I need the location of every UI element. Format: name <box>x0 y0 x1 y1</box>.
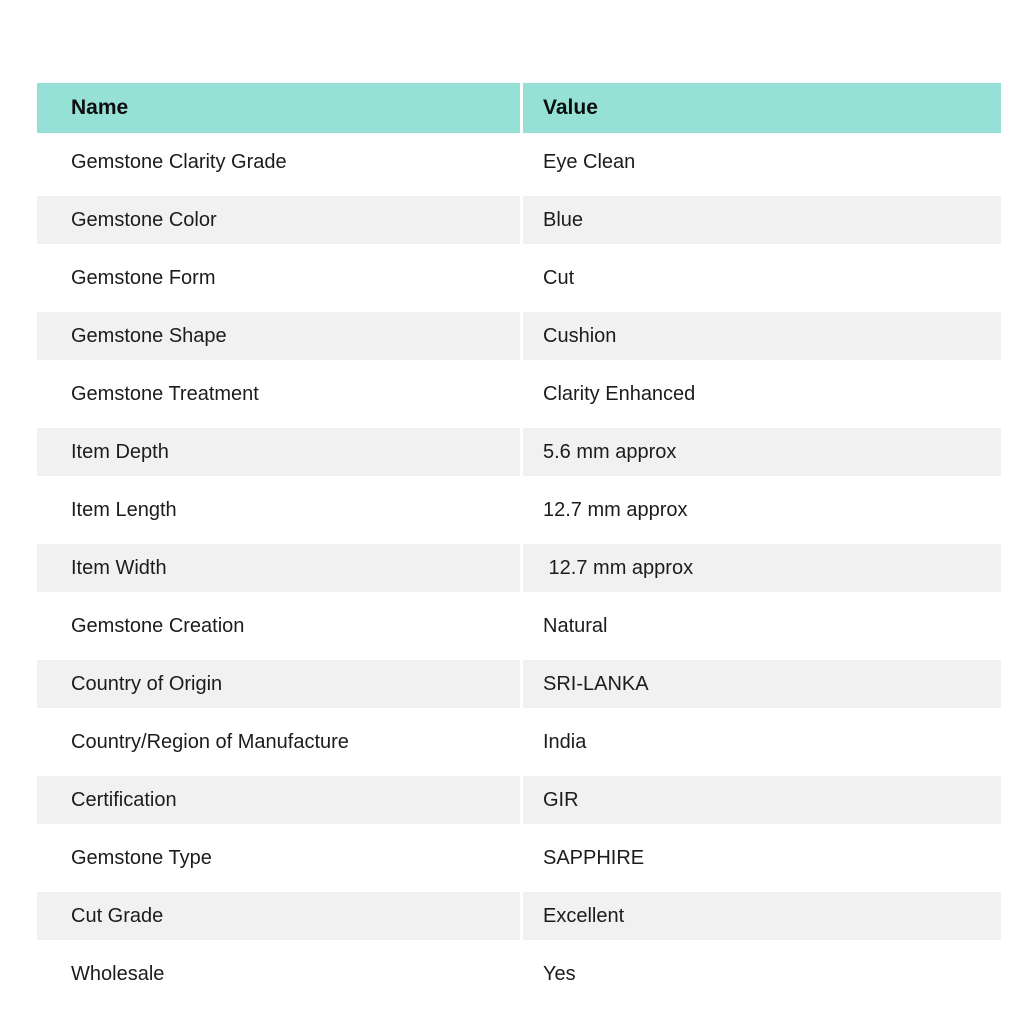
row-value-cell <box>523 539 1001 597</box>
table-row <box>37 771 1001 829</box>
row-value-cell <box>523 597 1001 655</box>
row-value: GIR <box>543 789 579 811</box>
row-name-cell <box>37 423 523 481</box>
row-name: Cut Grade <box>71 905 164 927</box>
table-row <box>37 655 1001 713</box>
row-name-cell <box>37 365 523 423</box>
row-value: Natural <box>543 615 608 637</box>
row-name-cell <box>37 945 523 1003</box>
row-value-cell <box>523 481 1001 539</box>
row-value: Cut <box>543 267 575 289</box>
row-value-cell <box>523 713 1001 771</box>
table-row <box>37 713 1001 771</box>
row-value-cell <box>523 423 1001 481</box>
row-value: 5.6 mm approx <box>543 441 677 463</box>
table-row <box>37 539 1001 597</box>
row-value: Cushion <box>543 325 617 347</box>
row-value-cell <box>523 829 1001 887</box>
row-name-cell <box>37 655 523 713</box>
row-value: SRI-LANKA <box>543 673 649 695</box>
row-name-cell <box>37 771 523 829</box>
row-value-cell <box>523 655 1001 713</box>
row-value-cell <box>523 365 1001 423</box>
row-value: 12.7 mm approx <box>543 557 694 579</box>
row-value: India <box>543 731 587 753</box>
item-specifics-table <box>37 83 1001 1003</box>
row-name: Gemstone Treatment <box>71 383 259 405</box>
row-name-cell <box>37 133 523 191</box>
row-value: 12.7 mm approx <box>543 499 688 521</box>
row-value-cell <box>523 945 1001 1003</box>
row-name-cell <box>37 307 523 365</box>
row-value-cell <box>523 249 1001 307</box>
table-row <box>37 249 1001 307</box>
row-value-cell <box>523 133 1001 191</box>
row-value: Eye Clean <box>543 151 636 173</box>
row-name: Country of Origin <box>71 673 223 695</box>
table-row <box>37 365 1001 423</box>
row-name-cell <box>37 191 523 249</box>
row-name: Certification <box>71 789 177 811</box>
row-name: Wholesale <box>71 963 165 985</box>
table-row <box>37 887 1001 945</box>
row-value: SAPPHIRE <box>543 847 645 869</box>
row-name: Item Depth <box>71 441 169 463</box>
row-name-cell <box>37 539 523 597</box>
row-name-cell <box>37 481 523 539</box>
row-name: Gemstone Shape <box>71 325 227 347</box>
table-row <box>37 597 1001 655</box>
table-row <box>37 945 1001 1003</box>
row-name: Item Length <box>71 499 177 521</box>
row-value: Excellent <box>543 905 625 927</box>
row-value-cell <box>523 771 1001 829</box>
row-name-cell <box>37 249 523 307</box>
row-value-cell <box>523 307 1001 365</box>
header-name-label: Name <box>71 96 129 120</box>
row-name: Gemstone Color <box>71 209 217 231</box>
row-value-cell <box>523 191 1001 249</box>
table-row <box>37 481 1001 539</box>
table-row <box>37 423 1001 481</box>
table-body <box>37 133 1001 1003</box>
row-name-cell <box>37 597 523 655</box>
row-value: Blue <box>543 209 584 231</box>
header-value-cell <box>523 83 1001 133</box>
table-row <box>37 191 1001 249</box>
row-name-cell <box>37 713 523 771</box>
row-name-cell <box>37 887 523 945</box>
row-name: Item Width <box>71 557 167 579</box>
row-name: Gemstone Form <box>71 267 216 289</box>
row-name-cell <box>37 829 523 887</box>
header-name-cell <box>37 83 523 133</box>
table-row <box>37 829 1001 887</box>
table-header-row <box>37 83 1001 133</box>
row-value: Clarity Enhanced <box>543 383 696 405</box>
row-value-cell <box>523 887 1001 945</box>
row-name: Gemstone Clarity Grade <box>71 151 287 173</box>
table-row <box>37 307 1001 365</box>
row-value: Yes <box>543 963 576 985</box>
header-value-label: Value <box>543 96 598 120</box>
row-name: Country/Region of Manufacture <box>71 731 349 753</box>
table-row <box>37 133 1001 191</box>
row-name: Gemstone Type <box>71 847 212 869</box>
row-name: Gemstone Creation <box>71 615 245 637</box>
